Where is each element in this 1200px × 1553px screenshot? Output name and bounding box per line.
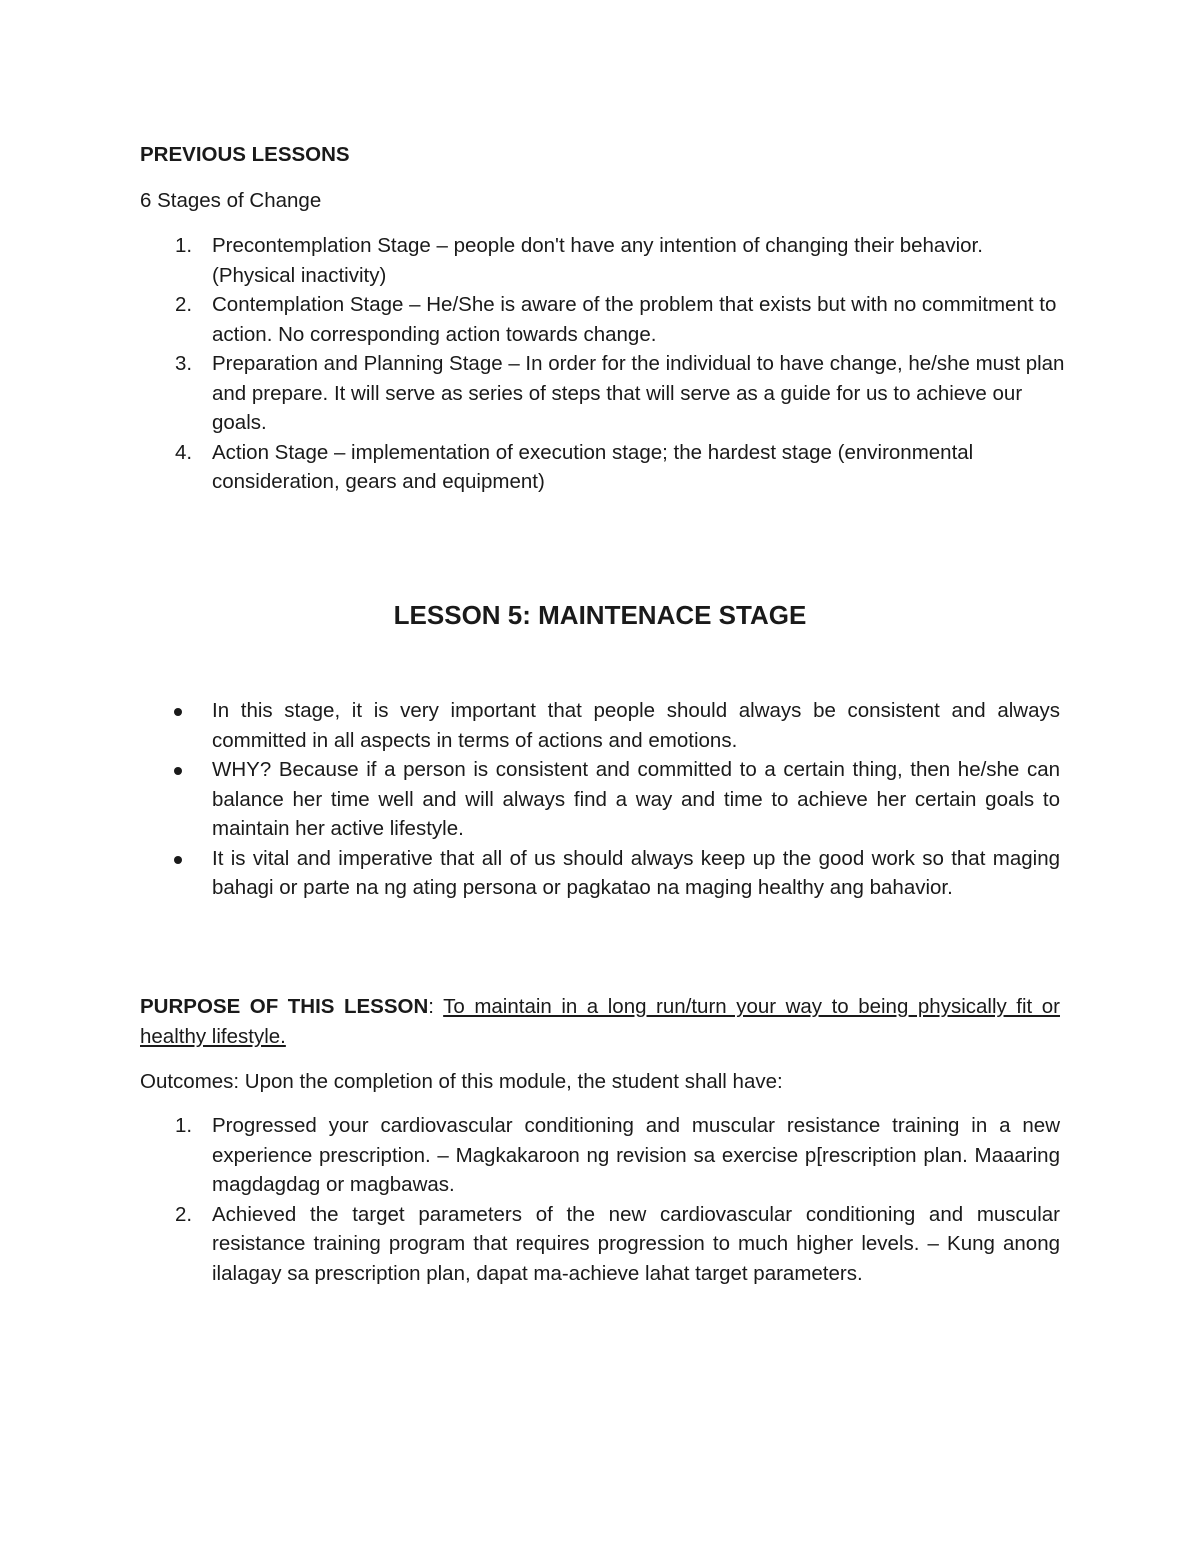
stages-list: [140, 231, 1070, 497]
list-item-text: WHY? Because if a person is consistent and committed to a certain thing, then he/she can balance her time well and will always find a way and time to achieve her certain goals to maintain her active lifestyle.: [212, 758, 1060, 840]
list-number: 1.: [175, 234, 193, 257]
list-number: 2.: [175, 293, 193, 316]
list-number: 4.: [175, 440, 193, 464]
list-item-text: It is vital and imperative that all of us should always keep up the good work so that maging bahagi or parte na ng ating persona or pagkatao na maging healthy ang bahavior.: [212, 846, 1060, 899]
list-item: [140, 231, 1070, 290]
stages-subheading: 6 Stages of Change: [140, 189, 322, 212]
list-item-text: Contemplation Stage – He/She is aware of the problem that exists but with no commitment to action. No corresponding action towards change.: [212, 293, 1057, 346]
list-item-text: Progressed your cardiovascular conditioning and muscular resistance training in a new experience prescription. – Magkakaroon ng revision sa exercise p[rescription plan. Maaaring magdagdag or magbawas.: [212, 1114, 1060, 1196]
list-item: [140, 290, 1070, 349]
outcomes-intro-block: [140, 1067, 1060, 1097]
list-item: [140, 696, 1060, 755]
list-item-text: Achieved the target parameters of the new cardiovascular conditioning and muscular resistance training program that requires progression to much higher levels. – Kung anong ilalagay sa prescription plan, dapat ma-achieve lahat target parameters.: [212, 1202, 1060, 1285]
list-number: 3.: [175, 352, 193, 375]
purpose-paragraph: [140, 992, 1060, 1051]
list-item: [140, 349, 1070, 438]
list-number: 1.: [175, 1114, 193, 1137]
list-item: [140, 1111, 1060, 1200]
outcomes-intro: Outcomes: Upon the completion of this module, the student shall have:: [140, 1070, 783, 1093]
list-item-text: In this stage, it is very important that people should always be consistent and always committed in all aspects in terms of actions and emotions.: [212, 699, 1060, 752]
purpose-text: To maintain in a long run/turn your way to being physically fit or healthy lifestyle.: [140, 995, 1060, 1048]
purpose-label: PURPOSE OF THIS LESSON: [140, 995, 429, 1018]
list-item: [140, 438, 1070, 497]
previous-lessons-section: [140, 140, 1060, 170]
list-item: [140, 755, 1060, 844]
list-item: [140, 844, 1060, 903]
bullet-icon: [174, 856, 182, 864]
purpose-colon: :: [428, 995, 444, 1018]
previous-lessons-heading: PREVIOUS LESSONS: [140, 143, 350, 166]
list-item-text: Precontemplation Stage – people don't have any intention of changing their behavior. (Physical inactivity): [212, 234, 983, 287]
stages-subheading-block: [140, 186, 1060, 216]
lesson-title: LESSON 5: MAINTENACE STAGE: [393, 600, 807, 630]
lesson-bullets: [140, 696, 1060, 903]
list-item-text: Action Stage – implementation of execution stage; the hardest stage (environmental consideration, gears and equipment): [212, 440, 974, 493]
list-item-text: Preparation and Planning Stage – In order for the individual to have change, he/she must plan and prepare. It will serve as series of steps that will serve as a guide for us to achieve our goals.: [212, 352, 1065, 434]
bullet-icon: [174, 708, 182, 716]
list-item: [140, 1200, 1060, 1289]
bullet-icon: [174, 767, 182, 775]
outcomes-list: [140, 1111, 1060, 1288]
list-number: 2.: [175, 1202, 193, 1226]
